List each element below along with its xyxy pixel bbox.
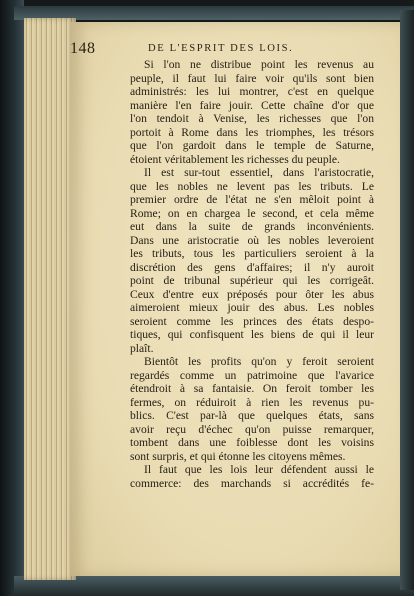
text-line: regardés comme un patrimoine que l'avarice [130,368,374,382]
text-line: Il faut que les lois leur défendent aussi le [144,463,374,476]
text-line: Bientôt les profits qu'on y feroit seroient [144,355,374,368]
text-line: Ceux d'entre eux préposés pour ôter les abus [130,287,374,301]
book-cover-left-edge [0,0,24,596]
text-line: Si l'on ne distribue point les revenus au [144,58,374,71]
text-line: Rome; on en chargea le second, et cela même [130,206,374,220]
page-edges-stack [24,18,76,580]
text-line: seroient comme les princes des états despo- [130,314,374,328]
text-line: que les nobles ne levent pas les tributs. Le [130,179,374,193]
text-line: aimeroient mieux jouir des abus. Les nobles [130,301,374,314]
text-line: manière l'en faire jouir. Cette chaîne d'or que [130,98,374,112]
text-line: l'on tendoit à Venise, les richesses que l'on [130,112,374,125]
text-line: peuple, il faut lui faire voir qu'ils sont bien [130,71,374,85]
text-line: sont surpris, et qui étonne les citoyens mêmes. [130,449,346,463]
text-line: les tributs, tous les particuliers seroient à la [130,247,374,260]
text-line: Il est sur-tout essentiel, dans l'aristocratie, [144,166,374,179]
text-line: plaît. [130,341,154,355]
text-line: point de tribunal supérieur qui les corrigeât. [130,274,374,287]
book-cover-right-edge [400,10,414,590]
page-number: 148 [70,40,96,57]
text-line: fermes, on réduiroit à rien les revenus pu- [130,395,374,409]
text-line: eut dans la suite de grands inconvénients. [130,220,374,233]
text-line: commerce: des marchands si accrédités fe- [130,476,374,490]
text-line: blics. C'est par-là que quelques états, sans [130,409,374,422]
text-line: tombent dans une foiblesse dont les voisins [130,436,374,449]
body-text [130,58,374,490]
text-line: Dans une aristocratie où les nobles leveroient [130,233,374,247]
text-line: discrétion des gens d'affaires; il n'y auroit [130,260,374,274]
text-line: premier ordre de l'état ne s'en mêloit point à [130,193,374,206]
text-line: étendroit à sa fantaisie. On feroit tomber les [130,382,374,395]
text-line: avoir reçu d'échec qu'on puisse remarquer, [130,422,374,436]
text-line: tiques, qui confisquent les biens de qui il leur [130,328,374,341]
text-line: étoient véritablement les richesses du peuple. [130,152,340,166]
text-line: administrés: les lui montrer, c'est en quelque [130,85,374,98]
running-title: DE L'ESPRIT DES LOIS. [148,43,294,54]
text-line: que l'on gardoit dans le temple de Saturne, [130,139,374,152]
text-line: portoit à Rome dans les triomphes, les trésors [130,125,374,139]
